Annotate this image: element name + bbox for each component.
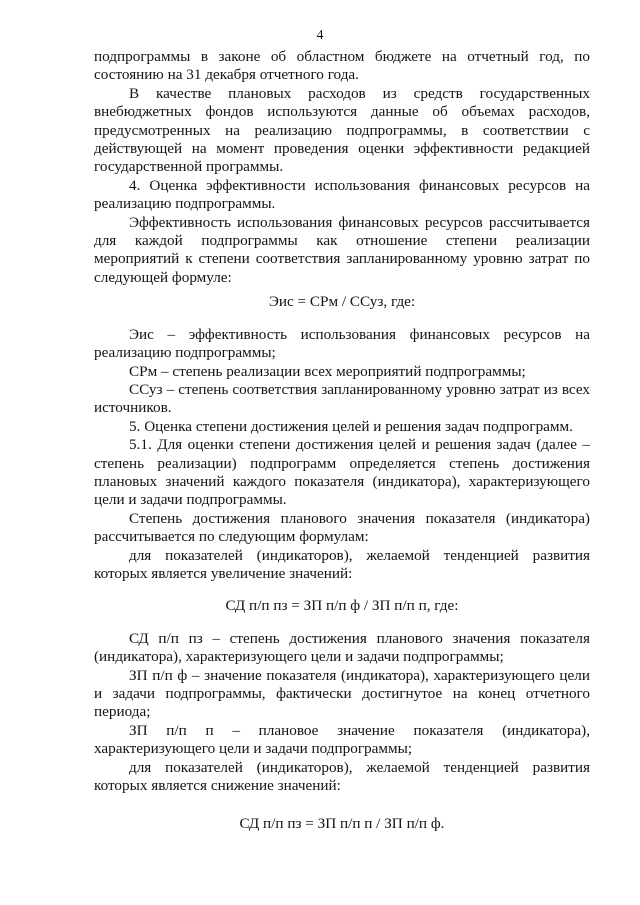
definition-zp-p: ЗП п/п п – плановое значение показателя (индикатора), характеризующего цели и задачи подпрограммы; bbox=[94, 721, 590, 758]
definition-sd: СД п/п пз – степень достижения планового значения показателя (индикатора), характеризующего цели и задачи подпрограммы; bbox=[94, 629, 590, 666]
definition-eis: Эис – эффективность использования финансовых ресурсов на реализацию подпрограммы; bbox=[94, 325, 590, 362]
formula-eis: Эис = СРм / ССуз, где: bbox=[268, 293, 416, 311]
formula-decrease: СД п/п пз = ЗП п/п п / ЗП п/п ф. bbox=[239, 815, 445, 833]
paragraph-decrease: для показателей (индикаторов), желаемой тенденцией развития которых является снижение значений: bbox=[94, 758, 590, 795]
definition-srm: СРм – степень реализации всех мероприятий подпрограммы; bbox=[129, 362, 526, 380]
paragraph-increase: для показателей (индикаторов), желаемой тенденцией развития которых является увеличение значений: bbox=[94, 546, 590, 582]
section-heading-5: 5. Оценка степени достижения целей и решения задач подпрограмм. bbox=[129, 417, 573, 435]
formula-increase: СД п/п пз = ЗП п/п ф / ЗП п/п п, где: bbox=[225, 597, 459, 615]
paragraph-5-1: 5.1. Для оценки степени достижения целей и решения задач (далее – степень реализации) подпрограмм определяется степень достижения плановых значений каждого показателя (индикатора), характеризующего цели и задачи подпрограммы. bbox=[94, 436, 590, 509]
page-number: 4 bbox=[316, 28, 324, 43]
paragraph-efficiency: Эффективность использования финансовых ресурсов рассчитывается для каждой подпрограммы как отношение степени реализации мероприятий к степени соответствия запланированному уровню затрат по следующей формуле: bbox=[94, 213, 590, 286]
paragraph-intro: подпрограммы в законе об областном бюджете на отчетный год, по состоянию на 31 декабря отчетного года. bbox=[94, 48, 590, 84]
paragraph-planned-expenses: В качестве плановых расходов из средств государственных внебюджетных фондов используются данные об объемах расходов, предусмотренных на реализацию подпрограммы, в соответствии с действующей на момент проведения оценки эффективности редакцией государственной программы. bbox=[94, 84, 590, 176]
paragraph-degree: Степень достижения планового значения показателя (индикатора) рассчитывается по следующим формулам: bbox=[94, 509, 590, 546]
definition-ssuz: ССуз – степень соответствия запланированному уровню затрат из всех источников. bbox=[94, 380, 590, 417]
page-body bbox=[94, 48, 590, 834]
definition-zp-f: ЗП п/п ф – значение показателя (индикатора), характеризующего цели и задачи подпрограммы, фактически достигнутое на конец отчетного периода; bbox=[94, 666, 590, 721]
section-heading-4: 4. Оценка эффективности использования финансовых ресурсов на реализацию подпрограммы. bbox=[94, 176, 590, 213]
